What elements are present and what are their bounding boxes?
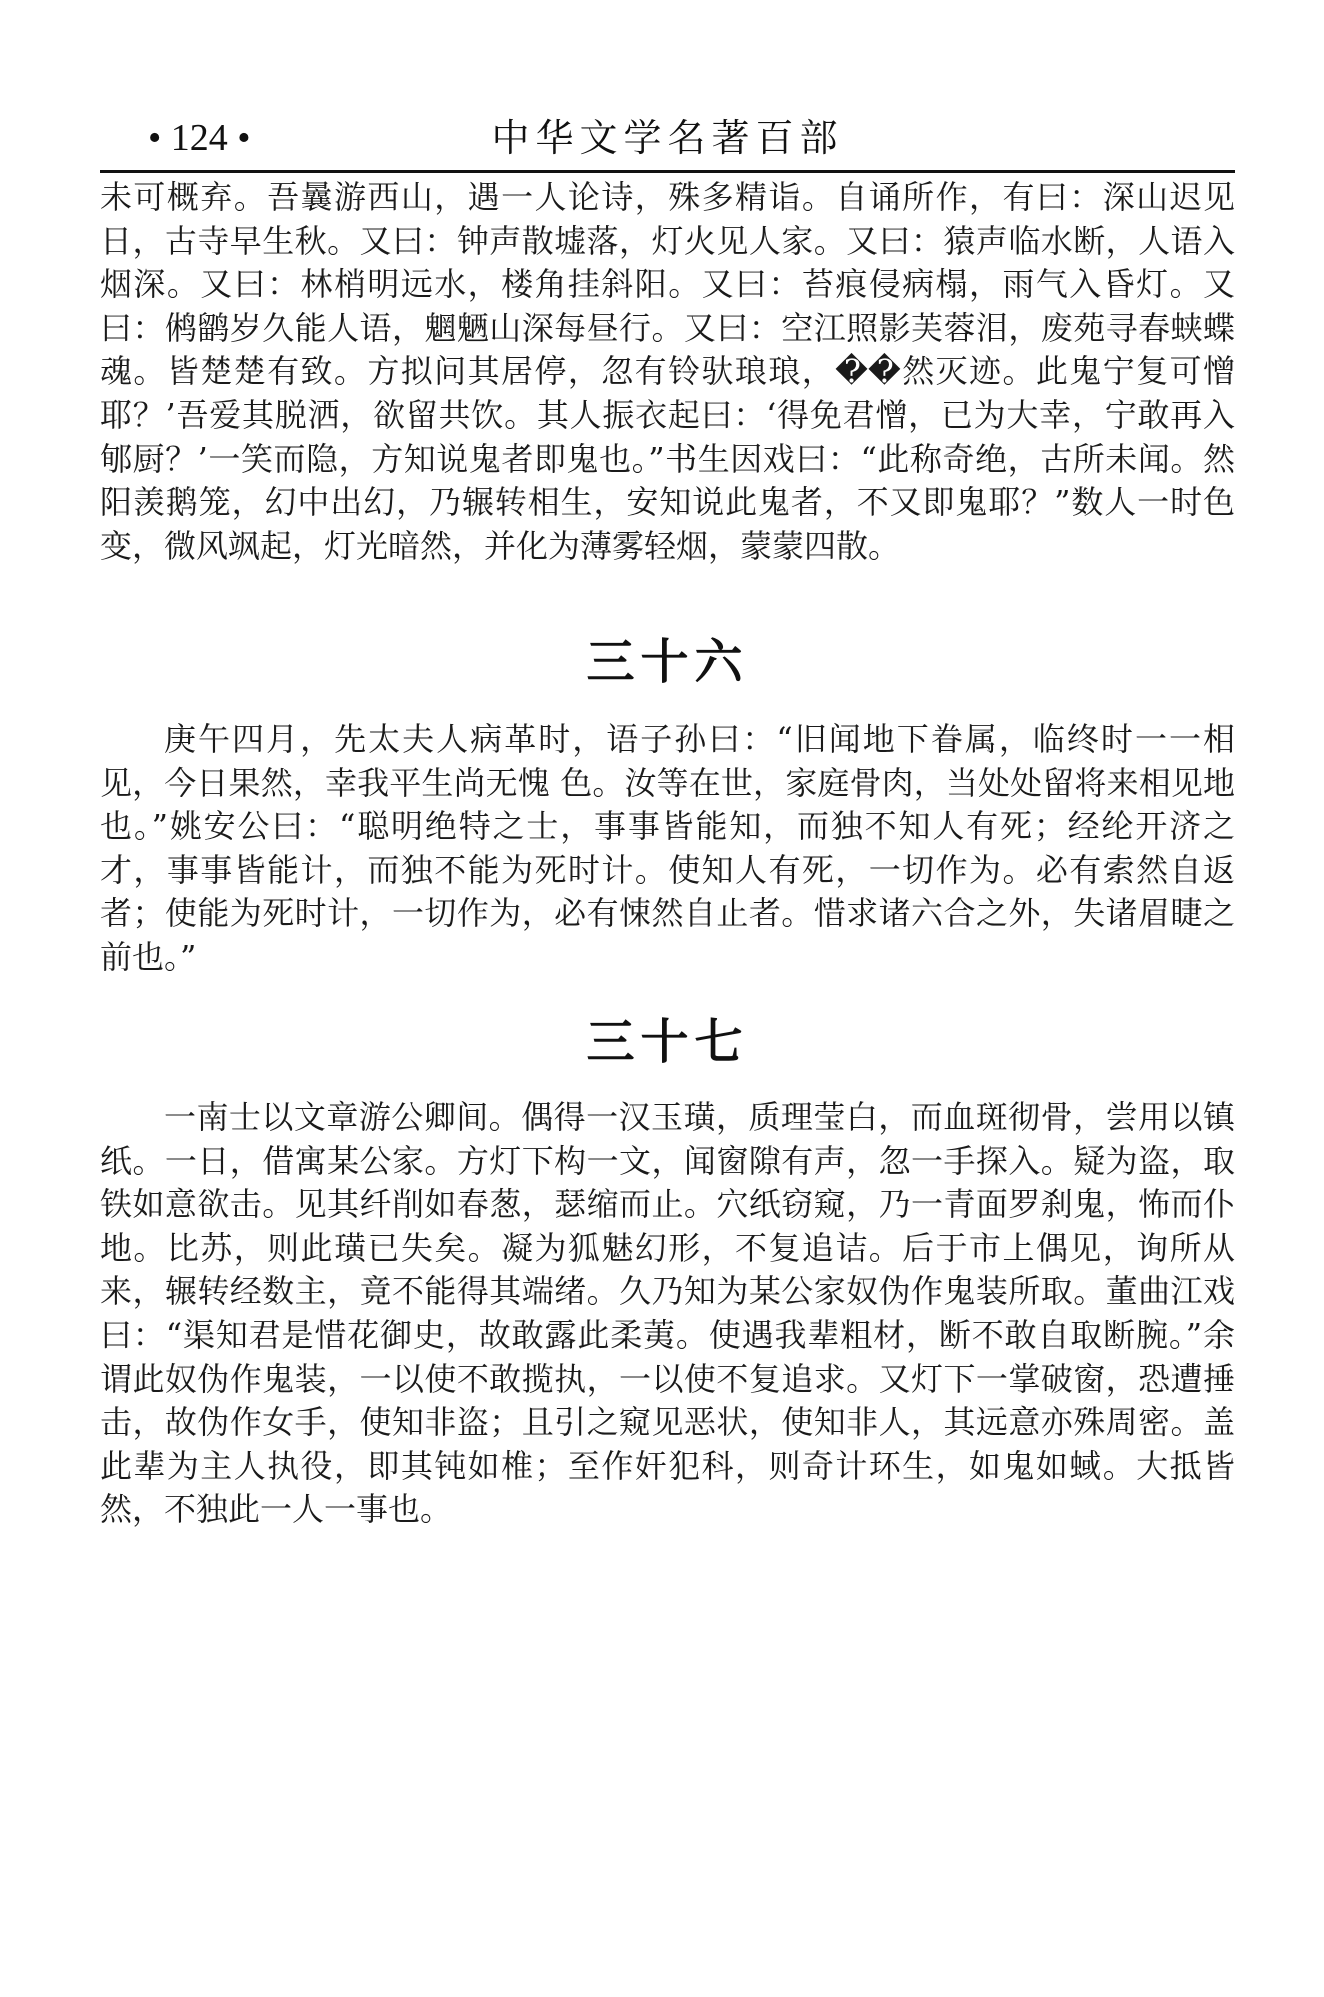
continued-passage — [100, 176, 1235, 568]
section-36-body — [100, 718, 1235, 980]
section-heading-36: 三十六 — [586, 634, 749, 690]
section-36-paragraph: 庚午四月，先太夫人病革时，语子孙曰：“旧闻地下眷属，临终时一一相见，今日果然，幸我平生尚无愧 色。汝等在世，家庭骨肉，当处处留将来相见地也。”姚安公曰：“聪明绝特之士，事事皆能知，而独不知人有死；经纶开济之才，事事皆能计，而独不能为死时计。使知人有死，一切作为。必有索然自返者；使能为死时计，一切作为，必有悚然自止者。惜求诸六合之外，失诸眉睫之前也。” — [100, 720, 1235, 976]
running-header — [100, 110, 1235, 166]
section-37-paragraph: 一南士以文章游公卿间。偶得一汉玉璜，质理莹白，而血斑彻骨，尝用以镇纸。一日，借寓某公家。方灯下构一文，闻窗隙有声，忽一手探入。疑为盗，取铁如意欲击。见其纤削如春葱，瑟缩而止。穴纸窃窥，乃一青面罗刹鬼，怖而仆地。比苏，则此璜已失矣。凝为狐魅幻形，不复追诘。后于市上偶见，询所从来，辗转经数主，竟不能得其端绪。久乃知为某公家奴伪作鬼装所取。董曲江戏曰：“渠知君是惜花御史，故敢露此柔荑。使遇我辈粗材，断不敢自取断腕。”余谓此奴伪作鬼装，一以使不敢揽执，一以使不复追求。又灯下一掌破窗，恐遭捶击，故伪作女手，使知非盗；且引之窥见恶状，使知非人，其远意亦殊周密。盖此辈为主人执役，即其钝如椎；至作奸犯科，则奇计环生，如鬼如蜮。大抵皆然，不独此一人一事也。 — [100, 1098, 1235, 1529]
section-heading-37: 三十七 — [586, 1014, 749, 1070]
continued-paragraph: 未可概弃。吾曩游西山，遇一人论诗，殊多精诣。自诵所作，有曰：深山迟见日，古寺早生秋。又曰：钟声散墟落，灯火见人家。又曰：猿声临水断，人语入烟深。又曰：林梢明远水，楼角挂斜阳。又曰：苔痕侵病榻，雨气入昏灯。又曰：鸺鹠岁久能人语，魍魉山深每昼行。又曰：空江照影芙蓉泪，废苑寻春蛱蝶魂。皆楚楚有致。方拟问其居停，忽有铃驮琅琅，��然灭迹。此鬼宁复可憎耶？’吾爱其脱洒，欲留共饮。其人振衣起曰：‘得免君憎，已为大幸，宁敢再入郇厨？’一笑而隐，方知说鬼者即鬼也。”书生因戏曰：“此称奇绝，古所未闻。然阳羡鹅笼，幻中出幻，乃辗转相生，安知说此鬼者，不又即鬼耶？”数人一时色变，微风飒起，灯光暗然，并化为薄雾轻烟，蒙蒙四散。 — [100, 178, 1235, 565]
book-page — [100, 0, 1235, 1997]
header-rule — [100, 170, 1235, 173]
page-number: • 124 • — [148, 117, 251, 159]
section-37-body — [100, 1096, 1235, 1532]
book-title: 中华文学名著百部 — [491, 116, 844, 160]
